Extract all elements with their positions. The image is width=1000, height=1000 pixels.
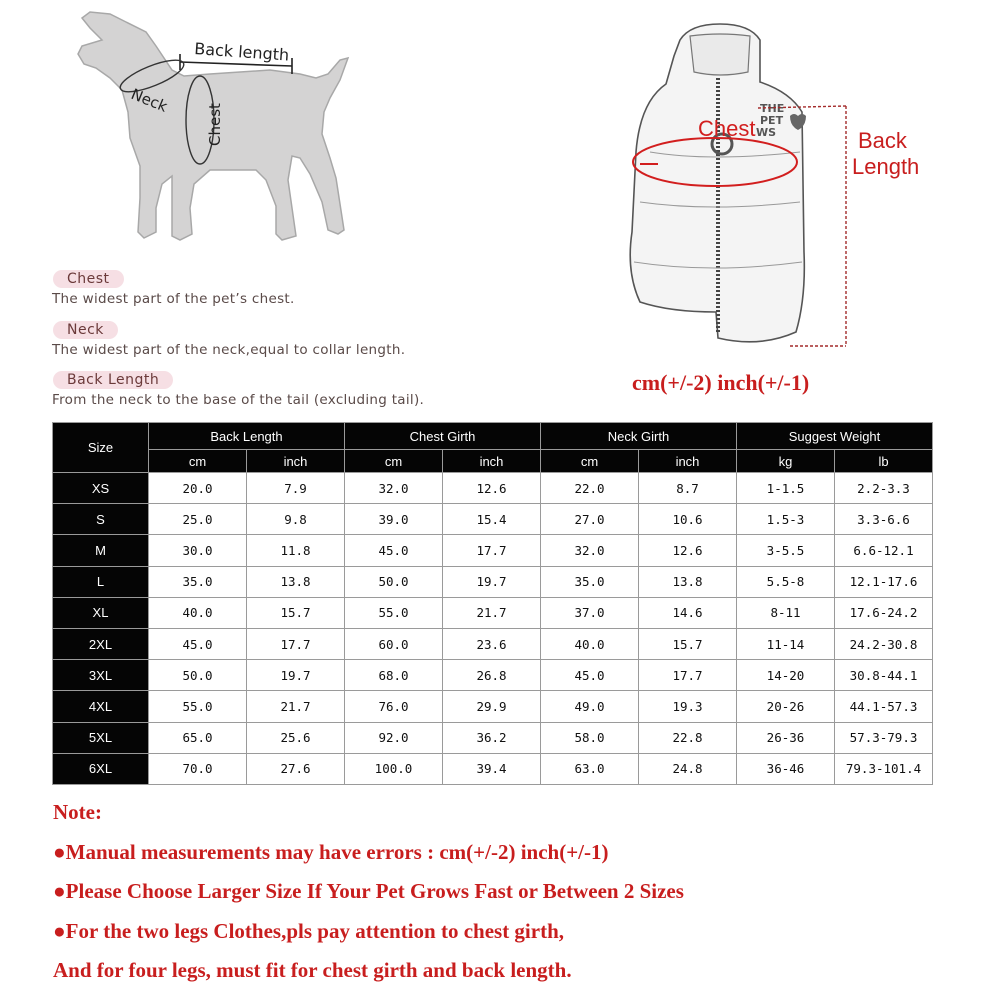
table-cell: 14-20 — [737, 660, 835, 691]
size-label: 5XL — [53, 722, 149, 753]
size-label: 3XL — [53, 660, 149, 691]
neck-girth-header: Neck Girth — [541, 423, 737, 450]
measurement-tolerance: cm(+/-2) inch(+/-1) — [632, 370, 810, 395]
table-cell: 7.9 — [247, 473, 345, 504]
table-cell: 100.0 — [345, 753, 443, 784]
table-cell: 6.6-12.1 — [835, 535, 933, 566]
table-cell: 13.8 — [639, 566, 737, 597]
table-row — [53, 691, 933, 722]
table-cell: 15.7 — [639, 628, 737, 659]
table-cell: 45.0 — [345, 535, 443, 566]
unit-header: cm — [541, 450, 639, 473]
table-cell: 8-11 — [737, 597, 835, 628]
table-row — [53, 660, 933, 691]
table-cell: 3-5.5 — [737, 535, 835, 566]
unit-header: inch — [247, 450, 345, 473]
table-cell: 22.0 — [541, 473, 639, 504]
table-row — [53, 566, 933, 597]
table-cell: 25.6 — [247, 722, 345, 753]
table-cell: 19.3 — [639, 691, 737, 722]
table-row — [53, 597, 933, 628]
table-cell: 60.0 — [345, 628, 443, 659]
jacket-label-back: Back — [858, 128, 907, 153]
table-cell: 20.0 — [149, 473, 247, 504]
table-cell: 27.0 — [541, 504, 639, 535]
table-row — [53, 535, 933, 566]
dog-silhouette-illustration — [60, 8, 380, 268]
unit-header: lb — [835, 450, 933, 473]
table-cell: 1.5-3 — [737, 504, 835, 535]
table-cell: 15.4 — [443, 504, 541, 535]
table-cell: 36-46 — [737, 753, 835, 784]
jacket-measurement-diagram — [610, 12, 940, 362]
back-length-definition-pill: Back Length — [53, 371, 173, 389]
table-cell: 40.0 — [541, 628, 639, 659]
note-item: ●Please Choose Larger Size If Your Pet Grows Fast or Between 2 Sizes — [53, 879, 684, 903]
table-cell: 92.0 — [345, 722, 443, 753]
note-title: Note: — [53, 800, 102, 824]
chest-definition-pill: Chest — [53, 270, 124, 288]
table-cell: 68.0 — [345, 660, 443, 691]
table-cell: 44.1-57.3 — [835, 691, 933, 722]
table-cell: 45.0 — [149, 628, 247, 659]
unit-header: cm — [345, 450, 443, 473]
note-item: ●Manual measurements may have errors : cm(+/-2) inch(+/-1) — [53, 840, 609, 864]
dog-label-chest: Chest — [206, 103, 224, 146]
size-label: 4XL — [53, 691, 149, 722]
size-column-header: Size — [53, 423, 149, 473]
table-row — [53, 753, 933, 784]
size-label: 2XL — [53, 628, 149, 659]
size-label: L — [53, 566, 149, 597]
table-cell: 65.0 — [149, 722, 247, 753]
size-label: XS — [53, 473, 149, 504]
table-cell: 30.0 — [149, 535, 247, 566]
table-cell: 2.2-3.3 — [835, 473, 933, 504]
table-cell: 21.7 — [247, 691, 345, 722]
table-cell: 30.8-44.1 — [835, 660, 933, 691]
unit-header: inch — [443, 450, 541, 473]
table-cell: 27.6 — [247, 753, 345, 784]
table-cell: 32.0 — [541, 535, 639, 566]
table-row — [53, 722, 933, 753]
table-cell: 21.7 — [443, 597, 541, 628]
table-cell: 39.0 — [345, 504, 443, 535]
table-cell: 11.8 — [247, 535, 345, 566]
table-cell: 19.7 — [443, 566, 541, 597]
table-cell: 26.8 — [443, 660, 541, 691]
size-label: M — [53, 535, 149, 566]
jacket-label-length: Length — [852, 154, 920, 179]
table-cell: 17.7 — [247, 628, 345, 659]
dog-measurement-diagram — [60, 8, 380, 268]
table-cell: 13.8 — [247, 566, 345, 597]
table-cell: 22.8 — [639, 722, 737, 753]
table-cell: 50.0 — [345, 566, 443, 597]
table-cell: 3.3-6.6 — [835, 504, 933, 535]
unit-header: kg — [737, 450, 835, 473]
table-cell: 57.3-79.3 — [835, 722, 933, 753]
neck-definition-pill: Neck — [53, 321, 118, 339]
table-row — [53, 628, 933, 659]
table-cell: 8.7 — [639, 473, 737, 504]
table-cell: 50.0 — [149, 660, 247, 691]
table-cell: 17.7 — [443, 535, 541, 566]
dog-label-back-length: Back length — [193, 39, 290, 65]
table-cell: 49.0 — [541, 691, 639, 722]
chest-girth-header: Chest Girth — [345, 423, 541, 450]
unit-header: inch — [639, 450, 737, 473]
table-cell: 36.2 — [443, 722, 541, 753]
jacket-illustration — [610, 12, 940, 362]
table-cell: 63.0 — [541, 753, 639, 784]
back-length-definition-text: From the neck to the base of the tail (excluding tail). — [52, 392, 425, 408]
table-cell: 17.7 — [639, 660, 737, 691]
table-cell: 12.6 — [639, 535, 737, 566]
table-cell: 45.0 — [541, 660, 639, 691]
table-cell: 12.1-17.6 — [835, 566, 933, 597]
table-cell: 70.0 — [149, 753, 247, 784]
table-cell: 32.0 — [345, 473, 443, 504]
table-cell: 26-36 — [737, 722, 835, 753]
table-cell: 58.0 — [541, 722, 639, 753]
table-cell: 25.0 — [149, 504, 247, 535]
note-item: ●For the two legs Clothes,pls pay attention to chest girth, — [53, 919, 565, 943]
table-cell: 5.5-8 — [737, 566, 835, 597]
note-item: And for four legs, must fit for chest girth and back length. — [53, 958, 572, 982]
size-label: S — [53, 504, 149, 535]
table-cell: 9.8 — [247, 504, 345, 535]
table-cell: 19.7 — [247, 660, 345, 691]
table-cell: 12.6 — [443, 473, 541, 504]
jacket-tag-line2: PET — [760, 114, 784, 127]
unit-header: cm — [149, 450, 247, 473]
table-cell: 24.2-30.8 — [835, 628, 933, 659]
table-cell: 35.0 — [149, 566, 247, 597]
table-cell: 37.0 — [541, 597, 639, 628]
suggest-weight-header: Suggest Weight — [737, 423, 933, 450]
table-cell: 20-26 — [737, 691, 835, 722]
table-cell: 29.9 — [443, 691, 541, 722]
chest-definition-text: The widest part of the pet’s chest. — [52, 291, 295, 307]
jacket-tag-line1: THE — [760, 102, 785, 115]
table-cell: 79.3-101.4 — [835, 753, 933, 784]
table-cell: 35.0 — [541, 566, 639, 597]
table-cell: 15.7 — [247, 597, 345, 628]
size-label: XL — [53, 597, 149, 628]
table-cell: 76.0 — [345, 691, 443, 722]
neck-definition-text: The widest part of the neck,equal to collar length. — [52, 342, 406, 358]
table-cell: 23.6 — [443, 628, 541, 659]
table-cell: 1-1.5 — [737, 473, 835, 504]
table-cell: 14.6 — [639, 597, 737, 628]
back-length-header: Back Length — [149, 423, 345, 450]
table-cell: 39.4 — [443, 753, 541, 784]
table-cell: 11-14 — [737, 628, 835, 659]
size-chart-table — [52, 422, 933, 785]
table-row — [53, 473, 933, 504]
table-cell: 55.0 — [345, 597, 443, 628]
size-label: 6XL — [53, 753, 149, 784]
table-cell: 17.6-24.2 — [835, 597, 933, 628]
table-cell: 10.6 — [639, 504, 737, 535]
jacket-tag-line3: WS — [756, 126, 777, 139]
table-cell: 55.0 — [149, 691, 247, 722]
size-chart-body — [53, 473, 933, 785]
table-cell: 40.0 — [149, 597, 247, 628]
jacket-label-chest: Chest — [698, 116, 756, 141]
table-cell: 24.8 — [639, 753, 737, 784]
table-row — [53, 504, 933, 535]
dog-label-neck: Neck — [128, 85, 170, 116]
